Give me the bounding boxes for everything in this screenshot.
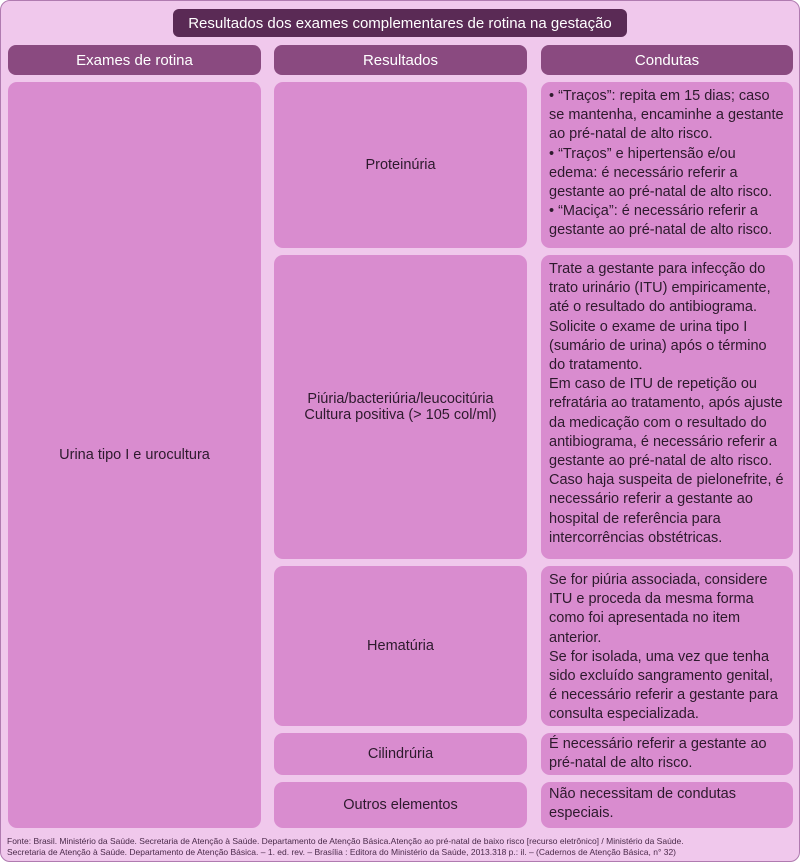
source-line: Secretaria de Atenção à Saúde. Departamento de Atenção Básica. – 1. ed. rev. – Brasília : Editora do Ministério da Saúde, 2013.318 p.: il. – (Cadernos de Atenção Básica, n° 32) xyxy=(7,847,677,857)
resultado-outros: Outros elementos xyxy=(274,782,527,828)
resultado-text: Cultura positiva (> 105 col/ml) xyxy=(304,407,497,423)
conduta-hematuria xyxy=(541,566,793,726)
source-line: Fonte: Brasil. Ministério da Saúde. Secretaria de Atenção à Saúde. Departamento de Atenção Básica.Atenção ao pré-natal de baixo risco [recurso eletrônico] / Ministério da Saúde. xyxy=(7,836,684,846)
conduta-text: Trate a gestante para infecção do trato urinário (ITU) empiricamente, até o resultado do antibiograma. xyxy=(549,261,771,316)
conduta-cilindruria xyxy=(541,733,793,775)
exame-cell: Urina tipo I e urocultura xyxy=(8,82,261,828)
conduta-text: É necessário referir a gestante ao pré-natal de alto risco. xyxy=(549,736,767,772)
resultado-hematuria: Hematúria xyxy=(274,566,527,726)
resultado-text: Piúria/bacteriúria/leucocitúria xyxy=(307,391,494,407)
conduta-text: Se for piúria associada, considere ITU e proceda da mesma forma como foi apresentada no item anterior. xyxy=(549,572,768,646)
page-title: Resultados dos exames complementares de rotina na gestação xyxy=(173,9,627,37)
header-exames: Exames de rotina xyxy=(8,45,261,75)
source-citation xyxy=(7,836,793,858)
resultado-cilindruria: Cilindrúria xyxy=(274,733,527,775)
conduta-text: Caso haja suspeita de pielonefrite, é necessário referir a gestante ao hospital de referência para intercorrências obstétricas. xyxy=(549,472,784,546)
resultado-piuria xyxy=(274,255,527,559)
conduta-outros xyxy=(541,782,793,828)
conduta-text: Em caso de ITU de repetição ou refratária ao tratamento, após ajuste da medicação com o resultado do antibiograma, é necessário referir a gestante ao pré-natal de alto risco. xyxy=(549,376,783,470)
conduta-text: Se for isolada, uma vez que tenha sido excluído sangramento genital, é necessário referir a gestante para consulta especializada. xyxy=(549,648,778,723)
header-resultados: Resultados xyxy=(274,45,527,75)
conduta-text: • “Maciça”: é necessário referir a gestante ao pré-natal de alto risco. xyxy=(549,203,773,239)
conduta-text: Solicite o exame de urina tipo I (sumário de urina) após o término do tratamento. xyxy=(549,318,767,374)
conduta-text: Não necessitam de condutas especiais. xyxy=(549,786,736,822)
conduta-piuria xyxy=(541,255,793,559)
conduta-text: • “Traços”: repita em 15 dias; caso se mantenha, encaminhe a gestante ao pré-natal de alto risco. xyxy=(549,88,784,143)
header-condutas: Condutas xyxy=(541,45,793,75)
resultado-proteinuria: Proteinúria xyxy=(274,82,527,248)
conduta-text: • “Traços” e hipertensão e/ou edema: é necessário referir a gestante ao pré-natal de alto risco. xyxy=(549,145,773,201)
conduta-proteinuria xyxy=(541,82,793,248)
